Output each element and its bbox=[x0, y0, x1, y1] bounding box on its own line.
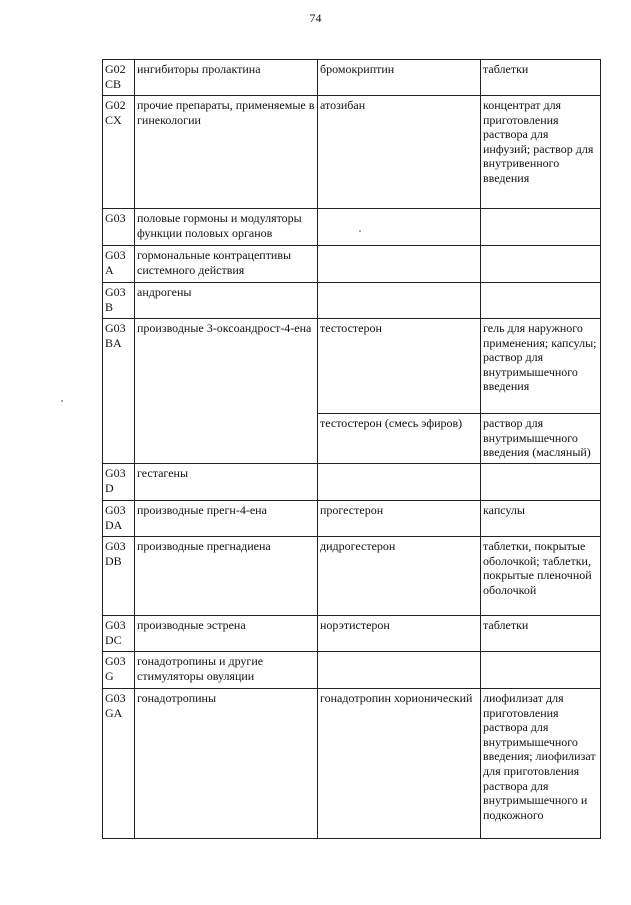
drug-name-cell: тестостерон bbox=[318, 319, 481, 414]
dosage-form-cell bbox=[481, 283, 601, 319]
drug-name-cell: прогестерон bbox=[318, 501, 481, 537]
group-name-cell: ингибиторы пролактина bbox=[135, 60, 318, 96]
dosage-form-cell: капсулы bbox=[481, 501, 601, 537]
table-row bbox=[103, 616, 601, 652]
table-row bbox=[103, 652, 601, 689]
table-row bbox=[103, 60, 601, 96]
page-number: 74 bbox=[309, 11, 322, 25]
table-row bbox=[103, 283, 601, 319]
atc-code-cell: G02 CB bbox=[103, 60, 135, 96]
dosage-form-cell bbox=[481, 464, 601, 501]
drug-name-cell: дидрогестерон bbox=[318, 537, 481, 616]
dosage-form-cell: гель для наружного применения; капсулы; раствор для внутримышечного введения bbox=[481, 319, 601, 414]
dosage-form-cell bbox=[481, 246, 601, 283]
group-name-cell: половые гормоны и модуляторы функции половых органов bbox=[135, 209, 318, 246]
atc-code-cell: G03 B bbox=[103, 283, 135, 319]
dosage-form-cell: таблетки bbox=[481, 60, 601, 96]
drug-classification-table bbox=[102, 59, 601, 839]
group-name-cell: гормональные контрацептивы системного действия bbox=[135, 246, 318, 283]
dosage-form-cell: таблетки, покрытые оболочкой; таблетки, покрытые пленочной оболочкой bbox=[481, 537, 601, 616]
atc-code-cell: G03 G bbox=[103, 652, 135, 689]
dosage-form-cell bbox=[481, 209, 601, 246]
dosage-form-cell: таблетки bbox=[481, 616, 601, 652]
drug-name-cell bbox=[318, 209, 481, 246]
group-name-cell: андрогены bbox=[135, 283, 318, 319]
table-row bbox=[103, 96, 601, 209]
atc-code-cell: G03 A bbox=[103, 246, 135, 283]
atc-code-cell: G03 BA bbox=[103, 319, 135, 464]
dosage-form-cell bbox=[481, 652, 601, 689]
table-row bbox=[103, 501, 601, 537]
drug-name-cell: гонадотропин хорионический bbox=[318, 689, 481, 839]
group-name-cell: гестагены bbox=[135, 464, 318, 501]
drug-name-cell: атозибан bbox=[318, 96, 481, 209]
group-name-cell: производные прегн-4-ена bbox=[135, 501, 318, 537]
drug-name-cell: бромокриптин bbox=[318, 60, 481, 96]
atc-code-cell: G03 DA bbox=[103, 501, 135, 537]
group-name-cell: производные эстрена bbox=[135, 616, 318, 652]
group-name-cell: гонадотропины и другие стимуляторы овуляции bbox=[135, 652, 318, 689]
scan-speck bbox=[61, 400, 63, 402]
drug-name-cell: тестостерон (смесь эфиров) bbox=[318, 414, 481, 464]
dosage-form-cell: лиофилизат для приготовления раствора для внутримышечного введения; лиофилизат для приготовления раствора для внутримышечного и подкожного bbox=[481, 689, 601, 839]
atc-code-cell: G03 D bbox=[103, 464, 135, 501]
drug-name-cell: норэтистерон bbox=[318, 616, 481, 652]
dosage-form-cell: раствор для внутримышечного введения (масляный) bbox=[481, 414, 601, 464]
drug-name-cell bbox=[318, 283, 481, 319]
table-row bbox=[103, 319, 601, 414]
dosage-form-cell: концентрат для приготовления раствора для инфузий; раствор для внутривенного введения bbox=[481, 96, 601, 209]
group-name-cell: производные прегнадиена bbox=[135, 537, 318, 616]
group-name-cell: производные 3-оксоандрост-4-ена bbox=[135, 319, 318, 464]
scan-speck bbox=[359, 230, 361, 232]
table-row bbox=[103, 537, 601, 616]
drug-name-cell bbox=[318, 652, 481, 689]
atc-code-cell: G03 DC bbox=[103, 616, 135, 652]
atc-code-cell: G02 CX bbox=[103, 96, 135, 209]
table-row bbox=[103, 689, 601, 839]
group-name-cell: гонадотропины bbox=[135, 689, 318, 839]
table-row bbox=[103, 209, 601, 246]
drug-name-cell bbox=[318, 246, 481, 283]
atc-code-cell: G03 GA bbox=[103, 689, 135, 839]
atc-code-cell: G03 bbox=[103, 209, 135, 246]
table-row bbox=[103, 464, 601, 501]
atc-code-cell: G03 DB bbox=[103, 537, 135, 616]
drug-name-cell bbox=[318, 464, 481, 501]
group-name-cell: прочие препараты, применяемые в гинекологии bbox=[135, 96, 318, 209]
table-row bbox=[103, 246, 601, 283]
